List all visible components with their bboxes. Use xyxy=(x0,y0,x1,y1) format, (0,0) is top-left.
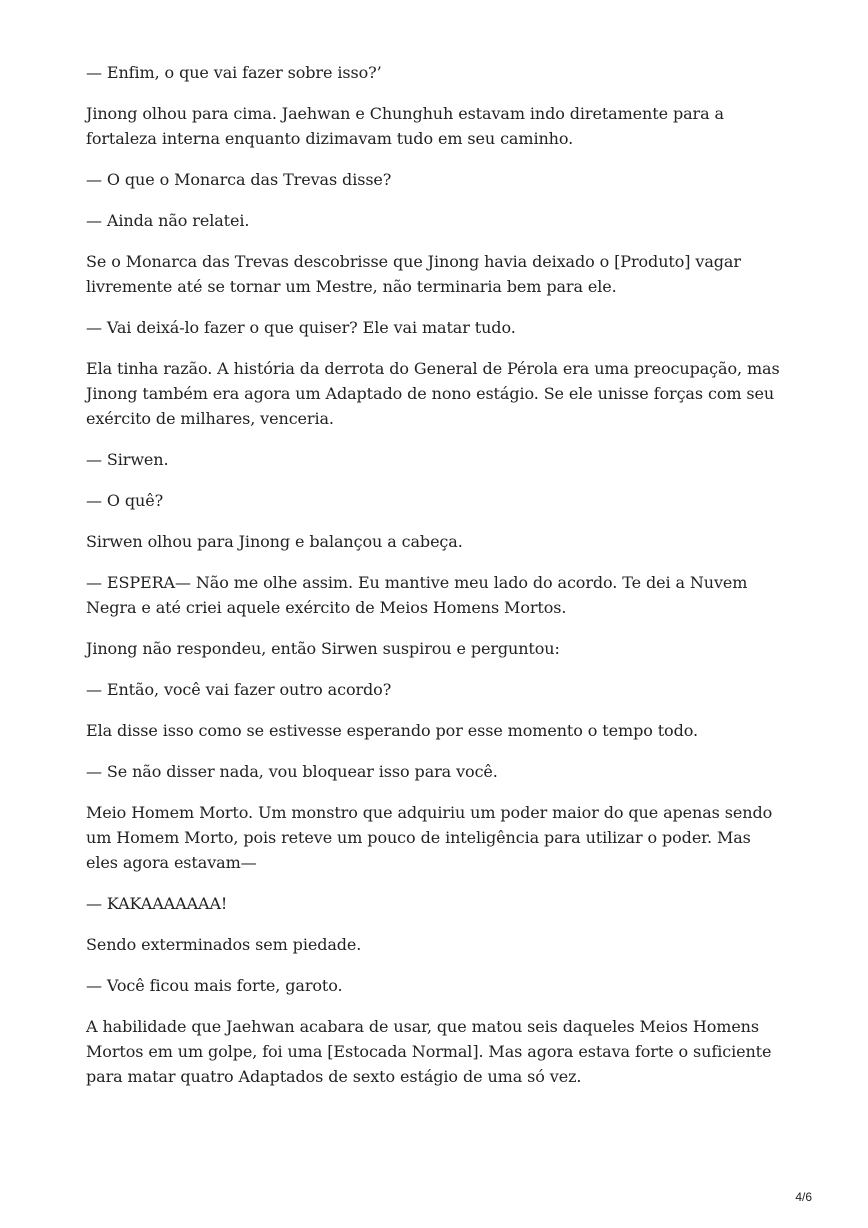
paragraph: Sendo exterminados sem piedade. xyxy=(86,935,362,954)
paragraph: — O quê? xyxy=(86,491,164,510)
paragraph: — Se não disser nada, vou bloquear isso para você. xyxy=(86,762,498,781)
paragraph: — Vai deixá-lo fazer o que quiser? Ele vai matar tudo. xyxy=(86,318,516,337)
paragraph: Jinong não respondeu, então Sirwen suspirou e perguntou: xyxy=(86,639,560,658)
paragraph: — Ainda não relatei. xyxy=(86,211,250,230)
paragraph: — Enfim, o que vai fazer sobre isso?’ xyxy=(86,63,382,82)
page-number: 4/6 xyxy=(795,1190,812,1204)
paragraph: A habilidade que Jaehwan acabara de usar, que matou seis daqueles Meios Homens Mortos em um golpe, foi uma [Estocada Normal]. Mas agora estava forte o suficiente para matar quatro Adaptados de sexto estágio de uma só vez. xyxy=(86,1017,772,1086)
paragraph: — Sirwen. xyxy=(86,450,169,469)
paragraph: — ESPERA— Não me olhe assim. Eu mantive meu lado do acordo. Te dei a Nuvem Negra e até criei aquele exército de Meios Homens Mortos. xyxy=(86,573,748,617)
document-page xyxy=(86,60,786,1105)
paragraph: Jinong olhou para cima. Jaehwan e Chunghuh estavam indo diretamente para a fortaleza interna enquanto dizimavam tudo em seu caminho. xyxy=(86,104,724,148)
paragraph: Meio Homem Morto. Um monstro que adquiriu um poder maior do que apenas sendo um Homem Morto, pois reteve um pouco de inteligência para utilizar o poder. Mas eles agora estavam— xyxy=(86,803,773,872)
paragraph: — KAKAAAAAAA! xyxy=(86,894,228,913)
paragraph: Ela tinha razão. A história da derrota do General de Pérola era uma preocupação, mas Jinong também era agora um Adaptado de nono estágio. Se ele unisse forças com seu exército de milhares, venceria. xyxy=(86,359,780,428)
paragraph: — Você ficou mais forte, garoto. xyxy=(86,976,343,995)
paragraph: Se o Monarca das Trevas descobrisse que Jinong havia deixado o [Produto] vagar livremente até se tornar um Mestre, não terminaria bem para ele. xyxy=(86,252,741,296)
paragraph: — O que o Monarca das Trevas disse? xyxy=(86,170,392,189)
paragraph: Ela disse isso como se estivesse esperando por esse momento o tempo todo. xyxy=(86,721,698,740)
paragraph: — Então, você vai fazer outro acordo? xyxy=(86,680,392,699)
paragraph: Sirwen olhou para Jinong e balançou a cabeça. xyxy=(86,532,463,551)
